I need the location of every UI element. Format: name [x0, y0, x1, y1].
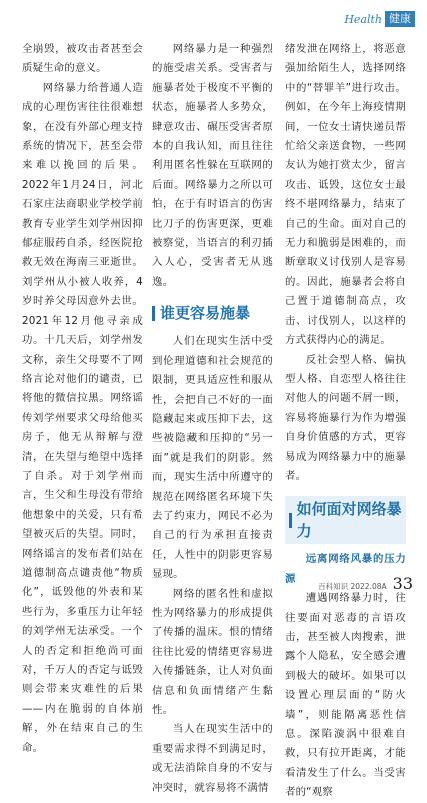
- paragraph: 反社会型人格、偏执型人格、自恋型人格往往对他人的问题不屑一顾，容易将施暴行为作为增强自身价值感的方式，更容易成为网络暴力中的施暴者。: [285, 353, 406, 482]
- heading-text: 谁更容易施暴: [160, 304, 251, 323]
- page-footer: [318, 574, 413, 593]
- section-heading-who-abuses: [152, 302, 273, 324]
- section-header: [344, 8, 415, 30]
- heading-bar: [152, 306, 155, 321]
- page-number: 33: [392, 574, 413, 593]
- paragraph: 全崩毁，被攻击者甚至会质疑生命的意义。: [22, 43, 143, 75]
- paragraph: 遭遇网络暴力时，往往要面对恶毒的言语攻击，甚至被人肉搜索，泄露个人隐私，安全感会遭到极大的破坏。如果可以设置心理层面的“防火墙”，则能隔离恶性信息。深陷漩涡中很难自救，只有拉开距离，才能看清发生了什么。当受害者的“观察: [285, 592, 406, 799]
- subheading: 远离网络风暴的压力源: [285, 553, 406, 585]
- heading-text: 如何面对网络暴力: [296, 500, 402, 541]
- section-label-en: Health: [344, 12, 382, 26]
- paragraph: 人们在现实生活中受到伦理道德和社会规范的限制，更具适应性和服从性，会把自己不好的一面隐藏起来或压抑下去，这些被隐藏和压抑的“另一面”就是我们的阴影。然而，现实生活中所遵守的规范在网络匿名环境下失去了约束力，网民不必为自己的行为承担直接责任，人性中的阴影更容易显现。: [152, 335, 273, 581]
- column-2: [152, 40, 273, 794]
- paragraph: 网络暴力是一种强烈的施受虐关系。受害者与施暴者处于极度不平衡的状态，施暴者人多势众，肆意攻击、碾压受害者原本的自我认知，而且往往利用匿名性躲在互联网的后面。网络暴力之所以可怕，在于有时语言的伤害比刀子的伤害更深，更难被察觉，当语言的利刃插入人心，受害者无从逃逸。: [152, 43, 273, 288]
- paragraph: 网络暴力给普通人造成的心理伤害往往很难想象，在没有外部心理支持系统的情况下，甚至会带来难以挽回的后果。2022年1月24日，河北石家庄法商职业学校学前教育专业学生刘学州因抑郁症服药自杀，经医院抢救无效在海南三亚逝世。刘学州从小被人收养，4岁时养父母因意外去世。2021年12月他寻亲成功。十几天后，刘学州发文称，亲生父母要不了网络言论对他们的谴责，已将他的微信拉黑。网络谣传刘学州要求父母给他买房子，他无从辩解与澄清，在失望与绝望中选择了自杀。对于刘学州而言，生父和生母没有带给他想象中的关爱，只有希望被灭后的失望。同时，网络谣言的发布者们站在道德制高点谴责他“物质化”，诋毁他的外表和某些行为，多重压力让年轻的刘学州无法承受。一个人的否定和拒绝尚可面对，千万人的否定与诋毁则会带来灾难性的后果——内在脆弱的自体崩解，外在结束自己的生命。: [22, 81, 143, 754]
- section-heading-how-to-face: [285, 496, 406, 544]
- heading-bar: [289, 513, 292, 528]
- section-label-cn: 健康: [385, 11, 415, 27]
- publication-info: 百科知识 2022.08A: [318, 582, 387, 591]
- paragraph: 当人在现实生活中的重要需求得不到满足时，或无法消除自身的不安与冲突时，就容易将不满情: [152, 723, 273, 794]
- column-1: [22, 40, 143, 754]
- paragraph: 网络的匿名性和虚拟性为网络暴力的形成提供了传播的温床。恨的情绪往往比爱的情绪更容易进入传播链条，让人对负面信息和负面情绪产生黏性。: [152, 587, 273, 716]
- paragraph: 绪发泄在网络上，将恶意强加给陌生人，选择网络中的“替罪羊”进行攻击。例如，在今年上海疫情期间，一位女士请快递员帮忙给父亲送食物，一些网友认为她打赏太少，留言攻击、诋毁，这位女士最终不堪网络暴力，结束了自己的生命。面对自己的无力和脆弱是困难的，而断章取义讨伐别人是容易的。因此，施暴者会将自己置于道德制高点，攻击、讨伐别人，以这样的方式获得内心的满足。: [285, 43, 406, 347]
